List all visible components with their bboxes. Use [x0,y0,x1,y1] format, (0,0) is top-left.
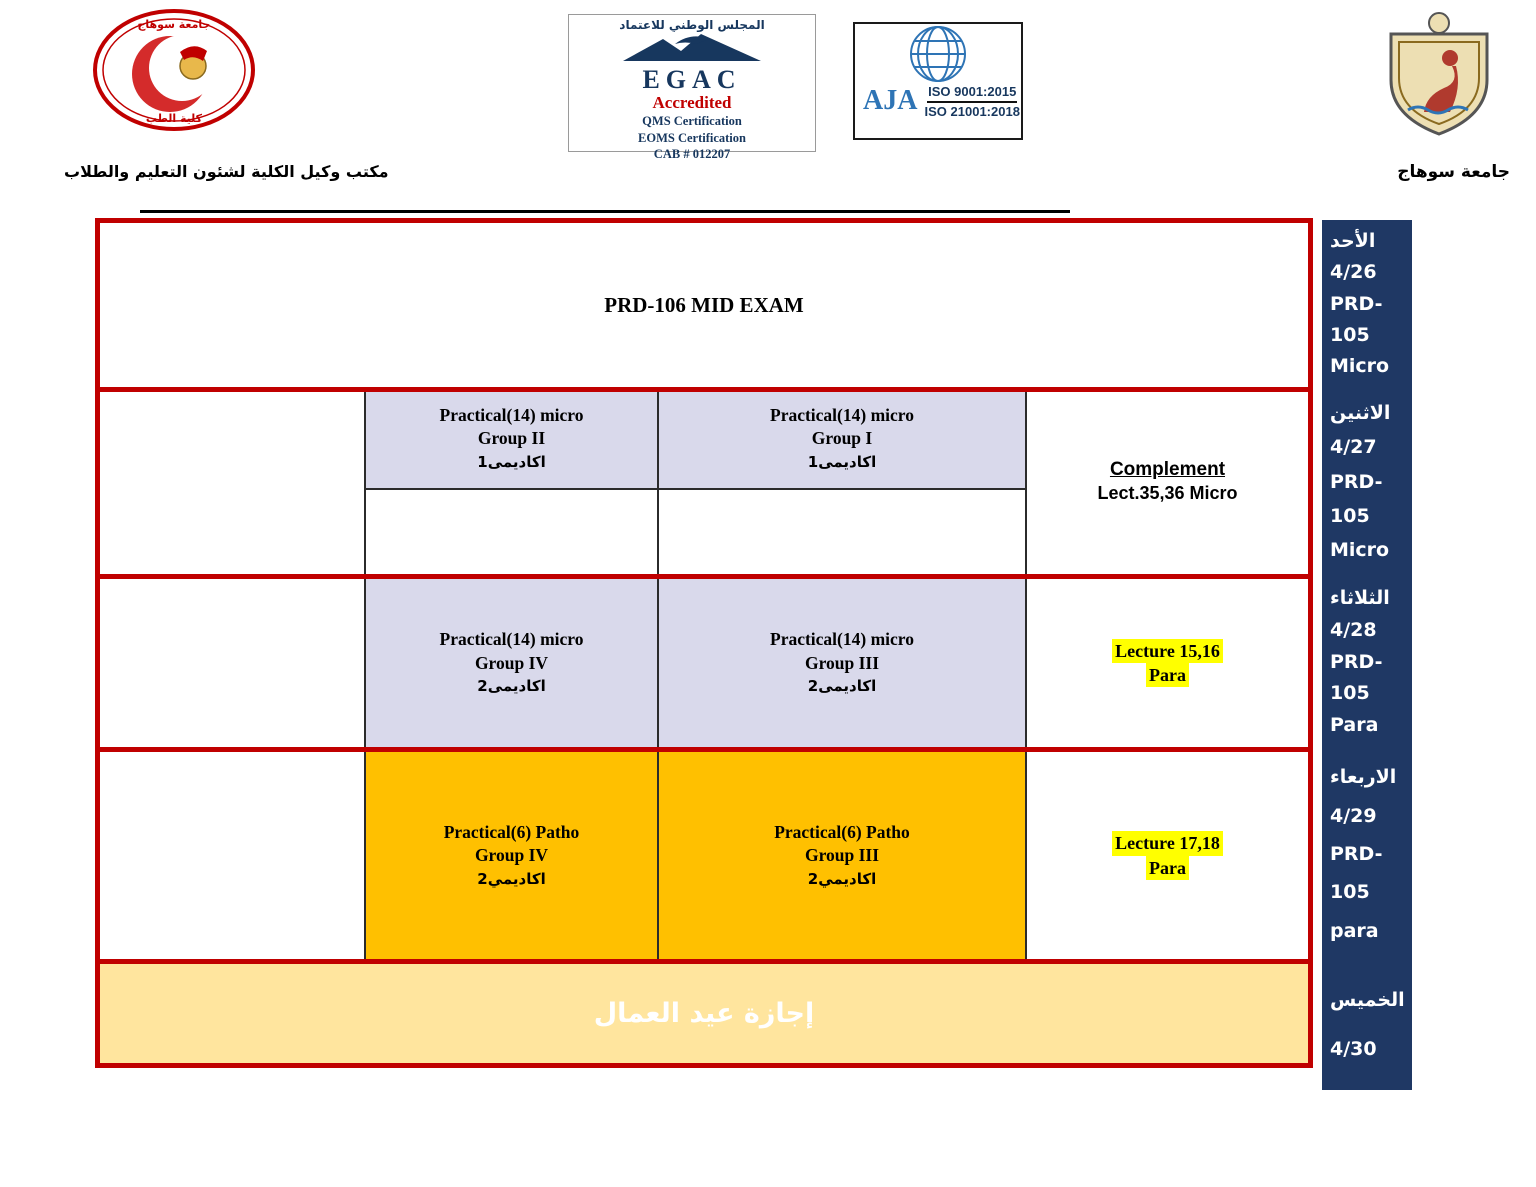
practical-title: Practical(14) micro [770,629,914,650]
day-block-sunday [1322,220,1412,389]
university-crest-logo [1378,10,1500,140]
day-course-line: 105 [1330,323,1370,346]
day-block-tuesday [1322,576,1412,749]
egac-accredited-label: Accredited [652,93,732,112]
cell-holiday [100,964,1308,1063]
day-date: 4/27 [1330,436,1377,459]
day-course-line: 105 [1330,881,1370,904]
cell-monday-complement [1027,389,1308,574]
day-block-monday [1322,389,1412,576]
practical-title: Practical(14) micro [439,629,584,650]
table-border-bottom [95,1063,1313,1068]
practical-title: Practical(6) Patho [774,821,910,842]
aja-iso-9001: ISO 9001:2015 [928,84,1017,99]
day-subject: Micro [1330,538,1390,561]
practical-academy: اكاديمي2 [477,869,546,888]
row-divider-4 [95,959,1313,964]
cell-tuesday-group3 [659,579,1025,747]
cell-wednesday-group3 [659,752,1025,959]
grid-vertical-line-1 [364,389,366,961]
faculty-logo-top-text: جامعة سوهاج [137,18,211,31]
aja-name: AJA [863,85,918,117]
table-border-right [1308,218,1313,1068]
day-subject: para [1330,919,1379,942]
egac-eoms-line: EOMS Certification [638,130,746,145]
lecture-subject-highlight: Para [1146,663,1189,687]
faculty-logo-bottom-text: كلية الطب [145,112,203,125]
row-divider-2 [95,574,1313,579]
grid-horizontal-subline [365,488,1025,490]
lecture-subject-highlight: Para [1146,856,1189,880]
grid-vertical-line-2 [657,389,659,961]
day-date: 4/28 [1330,618,1377,641]
aja-iso-21001: ISO 21001:2018 [924,104,1020,120]
practical-group: Group I [811,428,873,449]
table-border-top [95,218,1313,223]
day-name: الخميس [1330,989,1405,1012]
cell-mid-exam [100,223,1308,387]
practical-academy: اكاديمى2 [477,677,546,696]
crest-shield-shape [1391,34,1487,134]
day-subject: Micro [1330,354,1390,377]
day-subject: Para [1330,714,1379,737]
row-divider-1 [95,387,1313,392]
day-course-line: PRD- [1330,650,1383,673]
practical-group: Group II [477,428,546,449]
faculty-logo [92,8,257,133]
practical-group: Group III [804,652,880,673]
office-name-text: مكتب وكيل الكلية لشئون التعليم والطلاب [64,162,389,181]
mid-exam-text: PRD-106 MID EXAM [604,292,804,317]
egac-accreditation-logo [568,14,816,161]
cell-wednesday-group4 [366,752,657,959]
day-name: الاثنين [1330,402,1391,425]
egac-mountain-icon [617,32,767,62]
cell-tuesday-lecture [1027,579,1308,747]
practical-academy: اكاديمي2 [807,869,877,888]
day-date: 4/29 [1330,804,1377,827]
day-date: 4/30 [1330,1038,1377,1061]
globe-icon [878,24,998,84]
practical-group: Group IV [474,652,549,673]
day-course-line: PRD- [1330,292,1383,315]
day-name: الأحد [1330,230,1376,253]
day-course-line: 105 [1330,682,1370,705]
practical-group: Group IV [474,845,549,866]
practical-title: Practical(14) micro [439,404,584,425]
egac-qms-line: QMS Certification [642,114,742,129]
cell-monday-group2 [366,389,657,488]
practical-title: Practical(14) micro [770,404,914,425]
complement-title: Complement [1109,459,1226,480]
lecture-highlight: Lecture 15,16 [1112,639,1223,663]
lecture-highlight: Lecture 17,18 [1112,831,1223,855]
day-block-thursday [1322,961,1412,1090]
day-name: الثلاثاء [1330,586,1390,609]
cell-wednesday-lecture [1027,752,1308,959]
practical-academy: اكاديمى2 [807,677,877,696]
day-name: الاربعاء [1330,766,1397,789]
day-course-line: 105 [1330,504,1370,527]
day-date: 4/26 [1330,261,1377,284]
egac-name: EGAC [642,65,742,94]
practical-academy: اكاديمى1 [807,452,877,471]
practical-title: Practical(6) Patho [443,821,580,842]
egac-arabic-title: المجلس الوطني للاعتماد [619,18,765,32]
university-name-text: جامعة سوهاج [1397,162,1510,182]
practical-academy: اكاديمى1 [477,452,546,471]
day-course-line: PRD- [1330,843,1383,866]
aja-divider-line [927,101,1017,103]
day-block-wednesday [1322,749,1412,961]
row-divider-3 [95,747,1313,752]
aja-certification-logo [853,22,1023,140]
practical-group: Group III [804,845,880,866]
holiday-text: إجازة عيد العمال [593,998,815,1029]
complement-subtitle: Lect.35,36 Micro [1097,483,1238,503]
table-border-left [95,218,100,1068]
egac-cab-line: CAB # 012207 [653,146,731,161]
cell-tuesday-group4 [366,579,657,747]
header-rule-line [140,210,1070,213]
day-course-line: PRD- [1330,470,1383,493]
cell-monday-group1 [659,389,1025,488]
grid-vertical-line-3 [1025,389,1027,961]
